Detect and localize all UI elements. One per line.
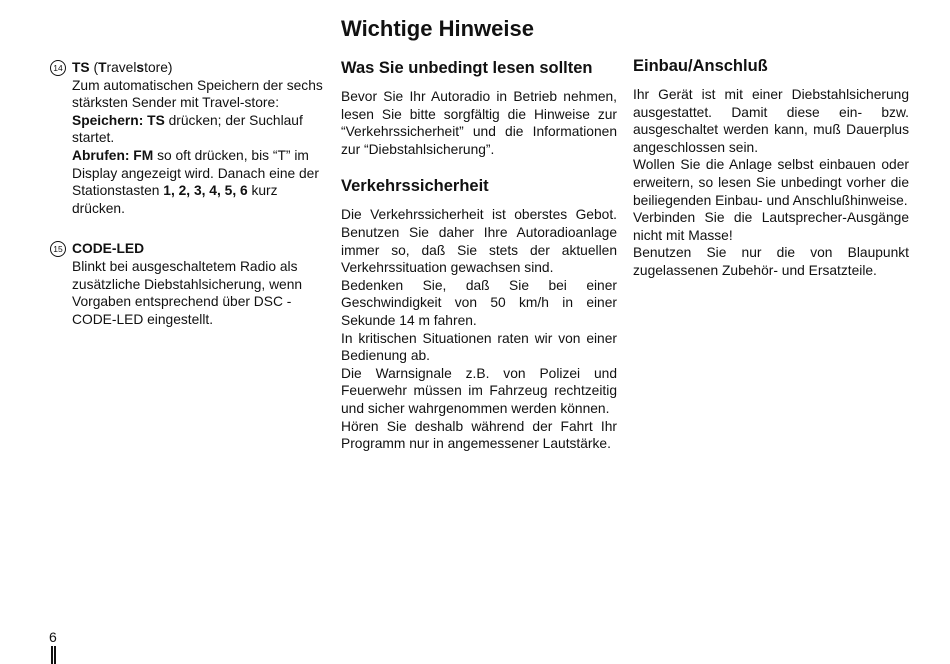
paragraph-verkehr-2: Bedenken Sie, daß Sie bei einer Geschwindigkeit von 50 km/h in einer Sekunde 14 m fahren.	[341, 277, 617, 328]
page-number: 6	[49, 629, 57, 645]
section-verkehrssicherheit	[341, 176, 617, 452]
ts-ravel: ravel	[106, 60, 137, 75]
item-14-description: Zum automatischen Speichern der sechs stärksten Sender mit Travel-store:	[72, 77, 323, 111]
abrufen-text: so oft drücken, bis “T” im Display angezeigt wird. Danach eine der Stationstasten	[72, 147, 319, 199]
ts-tore: tore)	[144, 60, 173, 75]
paragraph-einbau-4: Benutzen Sie nur die von Blaupunkt zugelassenen Zubehör- und Ersatzteile.	[633, 245, 909, 278]
paragraph-verkehr-4: Die Warnsignale z.B. von Polizei und Feuerwehr müssen im Fahrzeug rechtzeitig und sicher wahrgenommen werden können.	[341, 365, 617, 416]
ts-letter-t: T	[98, 60, 107, 75]
section-lesen	[341, 58, 617, 158]
item-14-heading	[72, 59, 326, 77]
section-heading-lesen: Was Sie unbedingt lesen sollten	[341, 59, 593, 77]
paragraph-verkehr-3: In kritischen Situationen raten wir von einer Bedienung ab.	[341, 330, 617, 364]
speichern-text: drücken; der Suchlauf startet.	[72, 112, 303, 146]
section-heading-verkehrssicherheit: Verkehrssicherheit	[341, 177, 489, 196]
paragraph-einbau-1: Ihr Gerät ist mit einer Diebstahlsicherung ausgestattet. Damit diese ein- bzw. ausgeschaltet werden kann, muß Dauerplus angeschlossen sein.	[633, 87, 909, 155]
item-number-15: 15	[50, 241, 66, 257]
page-title: Wichtige Hinweise	[341, 16, 534, 41]
paragraph-einbau-3: Verbinden Sie die Lautsprecher-Ausgänge nicht mit Masse!	[633, 210, 909, 243]
item-14-abrufen	[72, 147, 326, 217]
left-column	[50, 59, 330, 328]
item-14-speichern	[72, 112, 326, 147]
item-14	[50, 59, 330, 217]
page-marker-bar	[51, 646, 56, 664]
item-15-heading: CODE-LED	[72, 241, 145, 257]
middle-column	[341, 58, 617, 453]
ts-paren-open: (	[89, 60, 99, 75]
speichern-label: Speichern: TS	[72, 112, 165, 128]
item-15-text: Blinkt bei ausgeschaltetem Radio als zusätzliche Diebstahlsicherung, wenn Vorgaben entsprechend über DSC - CODE-LED eingestellt.	[72, 258, 303, 327]
section-heading-einbau: Einbau/Anschluß	[633, 57, 768, 75]
ts-letter-s: s	[136, 60, 145, 75]
item-15-body	[72, 240, 326, 328]
abrufen-label: Abrufen: FM	[72, 147, 154, 163]
item-15	[50, 240, 330, 328]
paragraph-lesen: Bevor Sie Ihr Autoradio in Betrieb nehmen, lesen Sie bitte sorgfältig die Hinweise zur “Verkehrssicherheit” und die Informationen zur “Diebstahlsicherung”.	[341, 89, 617, 157]
ts-label: TS	[72, 60, 90, 75]
item-number-14: 14	[50, 60, 66, 76]
right-column	[633, 56, 909, 280]
paragraph-verkehr-1: Die Verkehrssicherheit ist oberstes Gebot. Benutzen Sie daher Ihre Autoradioanlage immer so, daß Sie stets der aktuellen Verkehrssituation gewachsen sind.	[341, 207, 617, 276]
paragraph-verkehr-5: Hören Sie deshalb während der Fahrt Ihr Programm nur in angemessener Lautstärke.	[341, 418, 617, 452]
abrufen-end: kurz drücken.	[72, 183, 278, 216]
item-14-body	[72, 59, 326, 217]
abrufen-keys: 1, 2, 3, 4, 5, 6	[163, 183, 248, 199]
paragraph-einbau-2: Wollen Sie die Anlage selbst einbauen oder erweitern, so lesen Sie unbedingt vorher die beiliegenden Einbau- und Anschlußhinweise.	[633, 157, 909, 208]
